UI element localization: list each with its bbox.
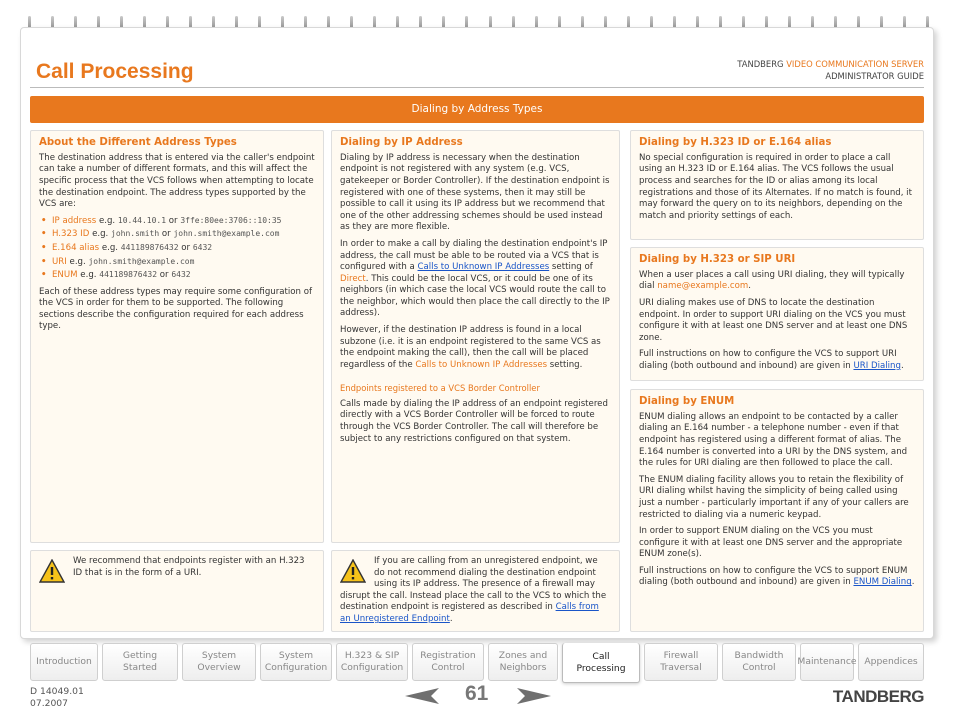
header-divider [30, 87, 924, 88]
chapter-tabs [30, 643, 926, 683]
bullet-icon: • [41, 256, 47, 267]
ip-address-heading: Dialing by IP Address [340, 137, 463, 148]
tab-getting-started[interactable]: Getting Started [102, 643, 178, 681]
address-types-list [39, 216, 315, 282]
enum-p3: In order to support ENUM dialing on the VCS you must configure it with at least one DNS server and the appropriate ENUM zone(s). [639, 526, 903, 560]
tab-registration-control[interactable]: Registration Control [412, 643, 484, 681]
tab-system-configuration[interactable]: System Configuration [260, 643, 332, 681]
calls-from-unregistered-link[interactable]: Calls from an Unregistered Endpoint [340, 602, 599, 624]
list-item: • E.164 alias e.g. 441189876432 or 6432 [41, 242, 213, 253]
warning-icon [39, 559, 65, 583]
tab-zones-neighbors[interactable]: Zones and Neighbors [488, 643, 558, 681]
tandberg-logo: TANDBERG [832, 687, 924, 706]
border-controller-text: Calls made by dialing the IP address of an endpoint registered directly with a VCS Border Controller will be forced to route through the VCS Border Controller. The call will therefore be subject to any restrictions configured on that system. [340, 398, 608, 444]
list-item: • H.323 ID e.g. john.smith or john.smith@example.com [41, 229, 280, 240]
list-item: • ENUM e.g. 441189876432 or 6432 [41, 270, 191, 281]
address-types-panel [30, 130, 324, 543]
uri-p1: When a user places a call using URI dialing, they will typically dial name@example.com. [639, 269, 905, 292]
address-types-outro: Each of these address types may require some configuration of the VCS in order for them to be supported. The following sections describe the configuration required for each address type. [39, 286, 312, 332]
list-item: • IP address e.g. 10.44.10.1 or 3ffe:80ee:3706::10:35 [41, 215, 282, 226]
bullet-icon: • [41, 270, 47, 281]
tab-system-overview[interactable]: System Overview [182, 643, 256, 681]
ip-address-p2: In order to make a call by dialing the destination endpoint's IP address, the call must be able to be routed via a VCS that is configured with a Calls to Unknown IP Addresses setting of Direct. This could be the local VCS, or it could be one of its neighbors (in which case the local VCS would route the call to the neighbor, which would then place the call directly to the IP address). [340, 238, 610, 319]
ip-address-p3: However, if the destination IP address is found in a local subzone (i.e. it is an endpoint registered to the same VCS as the endpoint making the call), then the call will be placed regardless of the Calls to Unknown IP Addresses setting. [340, 325, 601, 370]
brand-company: TANDBERG [737, 59, 784, 69]
h323-alias-text: No special configuration is required in order to place a call using an H.323 ID or E.164 alias. The VCS follows the usual process and searches for the ID or alias among its local registrations and those of its Alternates. If no match is found, it may forward the query on to its neighbors, depending on the match and priority settings of each. [639, 152, 912, 221]
bullet-icon: • [41, 215, 47, 226]
tab-bandwidth-control[interactable]: Bandwidth Control [722, 643, 796, 681]
enum-p2: The ENUM dialing facility allows you to retain the flexibility of URI dialing whilst having the simplicity of being called using just a number - particularly important if any of your callers are restricted to dialing via a numeric keypad. [639, 474, 909, 520]
tab-introduction[interactable]: Introduction [30, 643, 98, 681]
tab-maintenance[interactable]: Maintenance [800, 643, 854, 681]
document-info [30, 686, 84, 711]
uri-dialing-link[interactable]: URI Dialing [853, 360, 901, 371]
note-text: We recommend that endpoints register with an H.323 ID that is in the form of a URI. [73, 556, 305, 578]
ip-address-p1: Dialing by IP address is necessary when the destination endpoint is not registered with any system (e.g. VCS, gatekeeper or Border Controller). If the destination endpoint is registered with one of these systems, then it may still be possible to call it using its IP address but we recommend that one of the other addressing schemes should be used instead as they are more flexible. [340, 152, 610, 233]
tab-appendices[interactable]: Appendices [858, 643, 924, 681]
enum-panel [630, 389, 924, 632]
h323-alias-heading: Dialing by H.323 ID or E.164 alias [639, 137, 832, 148]
brand-block [737, 58, 924, 82]
document-date: 07.2007 [30, 698, 68, 710]
section-banner: Dialing by Address Types [30, 96, 924, 123]
calls-to-unknown-ip-link[interactable]: Calls to Unknown IP Addresses [417, 262, 550, 273]
enum-heading: Dialing by ENUM [639, 396, 735, 407]
brand-product: VIDEO COMMUNICATION SERVER [786, 59, 924, 69]
uri-p3: Full instructions on how to configure the VCS to support URI dialing (both outbound and inbound) are given in URI Dialing. [639, 349, 904, 371]
tab-h323-sip-configuration[interactable]: H.323 & SIP Configuration [336, 643, 408, 681]
tab-call-processing[interactable]: Call Processing [562, 643, 640, 683]
h323-alias-panel [630, 130, 924, 240]
border-controller-subheading: Endpoints registered to a VCS Border Controller [340, 383, 540, 394]
previous-page-arrow-icon[interactable] [405, 684, 439, 708]
brand-guide: ADMINISTRATOR GUIDE [825, 71, 924, 82]
enum-dialing-link[interactable]: ENUM Dialing [853, 577, 912, 588]
warning-icon [340, 559, 366, 583]
ip-address-panel [331, 130, 620, 543]
uri-p2: URI dialing makes use of DNS to locate the destination endpoint. In order to support URI dialing on the VCS you must configure it with at least one DNS server and at least one DNS zone. [639, 297, 908, 343]
page-title: Call Processing [36, 60, 194, 83]
document-id: D 14049.01 [30, 686, 84, 697]
page-number: 61 [465, 682, 489, 705]
address-types-heading: About the Different Address Types [39, 137, 237, 148]
list-item: • URI e.g. john.smith@example.com [41, 256, 195, 267]
next-page-arrow-icon[interactable] [517, 684, 551, 708]
recommendation-note [30, 550, 324, 632]
enum-p4: Full instructions on how to configure the VCS to support ENUM dialing (both outbound and inbound) are given in ENUM Dialing. [639, 565, 915, 588]
note-text: If you are calling from an unregistered endpoint, we do not recommend dialing the destination endpoint using its IP address. The presence of a firewall may disrupt the call. Instead place the call to the VCS to which the destination endpoint is registered as described in Calls from an Unregistered Endpoint. [340, 556, 607, 624]
bullet-icon: • [41, 229, 47, 240]
uri-panel [630, 247, 924, 381]
enum-p1: ENUM dialing allows an endpoint to be contacted by a caller dialing an E.164 number - a telephone number - even if that endpoint has registered using a different format of alias. The E.164 number is converted into a URI by the DNS system, and the rules for URI dialing are then followed to place the call. [639, 411, 908, 469]
uri-heading: Dialing by H.323 or SIP URI [639, 254, 796, 265]
tab-firewall-traversal[interactable]: Firewall Traversal [644, 643, 718, 681]
address-types-intro: The destination address that is entered via the caller's endpoint can take a number of different formats, and this will affect the specific process that the VCS follows when attempting to locate the destination endpoint. The address types supported by the VCS are: [39, 152, 315, 210]
unregistered-endpoint-note [331, 550, 620, 632]
bullet-icon: • [41, 242, 47, 253]
